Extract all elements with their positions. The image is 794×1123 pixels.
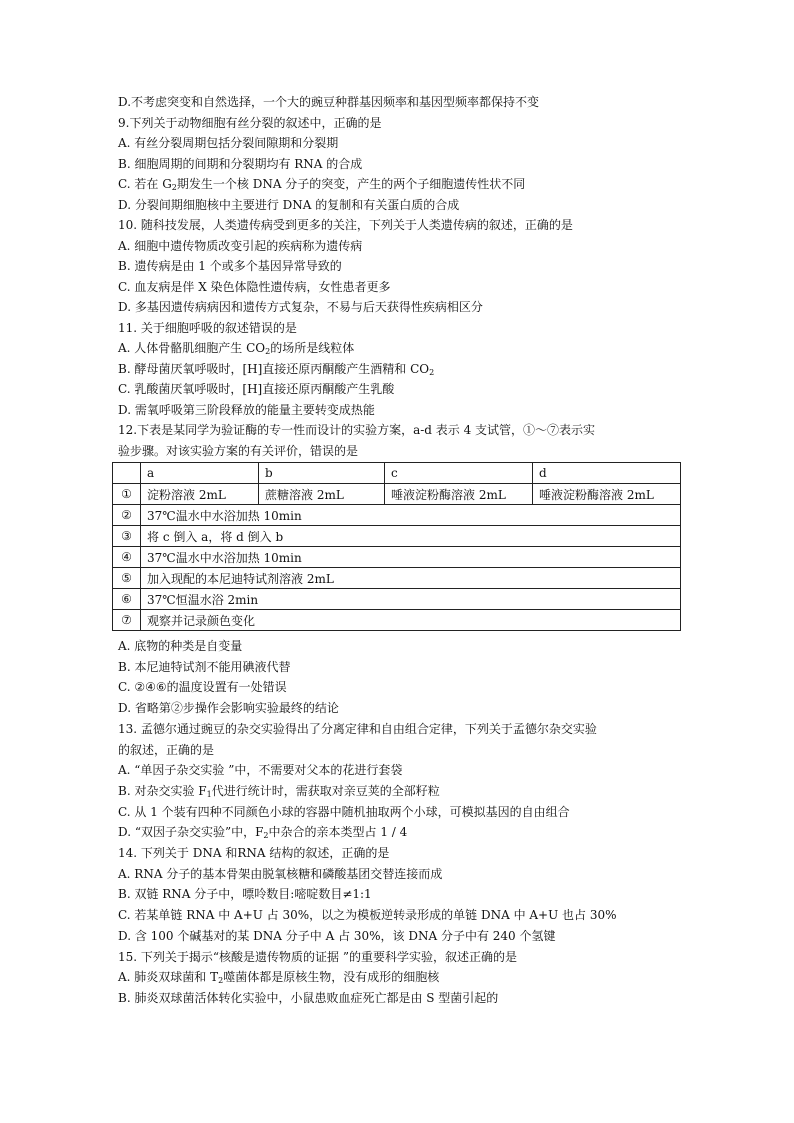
- text-line: D. 省略第②步操作会影响实验最终的结论: [118, 701, 339, 716]
- experiment-table: [112, 462, 681, 631]
- text-line: 15. 下列关于揭示“核酸是遗传物质的证据 ”的重要科学实验，叙述正确的是: [118, 949, 517, 964]
- text-line: D. 分裂间期细胞核中主要进行 DNA 的复制和有关蛋白质的合成: [118, 197, 460, 212]
- text-line: 的叙述，正确的是: [118, 742, 215, 757]
- table-row: [113, 589, 681, 610]
- text-segment: C. 若在 G: [118, 177, 172, 191]
- text-line: B. 本尼迪特试剂不能用碘液代替: [118, 659, 291, 674]
- text-segment: 的场所是线粒体: [270, 341, 355, 355]
- text-line: [118, 360, 434, 378]
- table-header-cell: d: [533, 463, 681, 484]
- text-segment: 期发生一个核 DNA 分子的突变，产生的两个子细胞遗传性状不同: [176, 177, 526, 191]
- step-text: 将 c 倒入 a，将 d 倒入 b: [141, 526, 681, 547]
- table-row: [113, 505, 681, 526]
- table-header-cell: [113, 463, 141, 484]
- text-line: 13. 孟德尔通过豌豆的杂交实验得出了分离定律和自由组合定律，下列关于孟德尔杂交实验: [118, 721, 597, 736]
- text-line: B. 双链 RNA 分子中，嘌呤数目:嘧啶数目≠1:1: [118, 887, 372, 902]
- text-line: D. 多基因遗传病病因和遗传方式复杂，不易与后天获得性疾病相区分: [118, 300, 483, 314]
- step-text: 37℃温水中水浴加热 10min: [141, 505, 681, 526]
- step-number: ⑥: [113, 589, 141, 610]
- table-cell: 淀粉溶液 2mL: [141, 484, 259, 505]
- table-cell: 唾液淀粉酶溶液 2mL: [533, 484, 681, 505]
- text-line: B. 细胞周期的间期和分裂期均有 RNA 的合成: [118, 156, 363, 171]
- text-line: 14. 下列关于 DNA 和RNA 结构的叙述，正确的是: [118, 846, 390, 860]
- text-segment: B. 酵母菌厌氧呼吸时，[H]直接还原丙酮酸产生酒精和 CO: [118, 361, 430, 376]
- subscript: 2: [265, 347, 271, 356]
- text-line: C. 血友病是伴 X 染色体隐性遗传病，女性患者更多: [118, 279, 391, 294]
- table-cell: 蔗糖溶液 2mL: [259, 484, 385, 505]
- text-line: 10. 随科技发展，人类遗传病受到更多的关注，下列关于人类遗传病的叙述，正确的是: [118, 218, 573, 232]
- text-line: C. 若某单链 RNA 中 A+U 占 30%，以之为模板逆转录形成的单链 DNA 中 A+U 也占 30%: [118, 908, 617, 923]
- text-line: 11. 关于细胞呼吸的叙述错误的是: [118, 320, 297, 335]
- text-segment: B. 对杂交实验 F: [118, 783, 207, 798]
- subscript: 2: [429, 367, 435, 377]
- table-header-row: [113, 463, 681, 484]
- text-line: B. 肺炎双球菌活体转化实验中，小鼠患败血症死亡都是由 S 型菌引起的: [118, 990, 499, 1005]
- text-line: 12.下表是某同学为验证酶的专一性而设计的实验方案，a-d 表示 4 支试管，①～⑦表示实: [118, 423, 596, 437]
- table-header-cell: a: [141, 463, 259, 484]
- text-line: [118, 782, 440, 800]
- text-segment: 代进行统计时，需获取对亲豆荚的全部籽粒: [211, 783, 440, 798]
- text-line: [118, 968, 439, 986]
- table-header-cell: c: [385, 463, 533, 484]
- text-line: 验步骤。对该实验方案的有关评价，错误的是: [118, 443, 359, 458]
- subscript: 2: [171, 183, 177, 192]
- text-line: [118, 339, 354, 357]
- text-segment: A. 肺炎双球菌和 T: [118, 970, 219, 985]
- subscript: 2: [263, 831, 269, 841]
- table-cell: 唾液淀粉酶溶液 2mL: [385, 484, 533, 505]
- step-text: 观察并记录颜色变化: [141, 610, 681, 631]
- text-line: A. “单因子杂交实验 ”中，不需要对父本的花进行套袋: [118, 763, 403, 778]
- table-row: [113, 547, 681, 568]
- text-segment: 中杂合的亲本类型占 1 / 4: [268, 825, 408, 840]
- text-line: A. 底物的种类是自变量: [118, 639, 243, 653]
- text-line: A. 有丝分裂周期包括分裂间隙期和分裂期: [118, 136, 339, 150]
- subscript: 1: [206, 789, 212, 799]
- subscript: 2: [218, 976, 224, 986]
- table-header-cell: b: [259, 463, 385, 484]
- text-line: [118, 823, 407, 841]
- step-text: 加入现配的本尼迪特试剂溶液 2mL: [141, 568, 681, 589]
- table-row: [113, 526, 681, 547]
- table-row: [113, 610, 681, 631]
- step-text: 37℃恒温水浴 2min: [141, 589, 681, 610]
- text-line: D. 需氧呼吸第三阶段释放的能量主要转变成热能: [118, 402, 375, 417]
- step-text: 37℃温水中水浴加热 10min: [141, 547, 681, 568]
- step-number: ⑦: [113, 610, 141, 631]
- text-line: B. 遗传病是由 1 个或多个基因异常导致的: [118, 259, 342, 273]
- text-line: C. 从 1 个装有四种不同颜色小球的容器中随机抽取两个小球，可模拟基因的自由组合: [118, 804, 570, 819]
- step-number: ⑤: [113, 568, 141, 589]
- text-line: A. 细胞中遗传物质改变引起的疾病称为遗传病: [118, 238, 363, 253]
- text-segment: A. 人体骨骼肌细胞产生 CO: [118, 341, 266, 355]
- step-number: ②: [113, 505, 141, 526]
- step-number: ③: [113, 526, 141, 547]
- step-number: ④: [113, 547, 141, 568]
- step-number: ①: [113, 484, 141, 505]
- text-line: 9.下列关于动物细胞有丝分裂的叙述中，正确的是: [118, 115, 382, 130]
- text-line: A. RNA 分子的基本骨架由脱氧核糖和磷酸基团交替连接而成: [118, 866, 443, 881]
- text-line: C. 乳酸菌厌氧呼吸时，[H]直接还原丙酮酸产生乳酸: [118, 382, 395, 396]
- table-row: [113, 484, 681, 505]
- text-segment: D. “双因子杂交实验”中，F: [118, 825, 264, 840]
- text-line: D.不考虑突变和自然选择，一个大的豌豆种群基因频率和基因型频率都保持不变: [118, 95, 540, 109]
- text-line: [118, 175, 525, 193]
- text-segment: 噬菌体都是原核生物，没有成形的细胞核: [223, 970, 440, 985]
- text-line: C. ②④⑥的温度设置有一处错误: [118, 680, 287, 695]
- table-row: [113, 568, 681, 589]
- text-line: D. 含 100 个碱基对的某 DNA 分子中 A 占 30%，该 DNA 分子中有 240 个氢键: [118, 928, 556, 943]
